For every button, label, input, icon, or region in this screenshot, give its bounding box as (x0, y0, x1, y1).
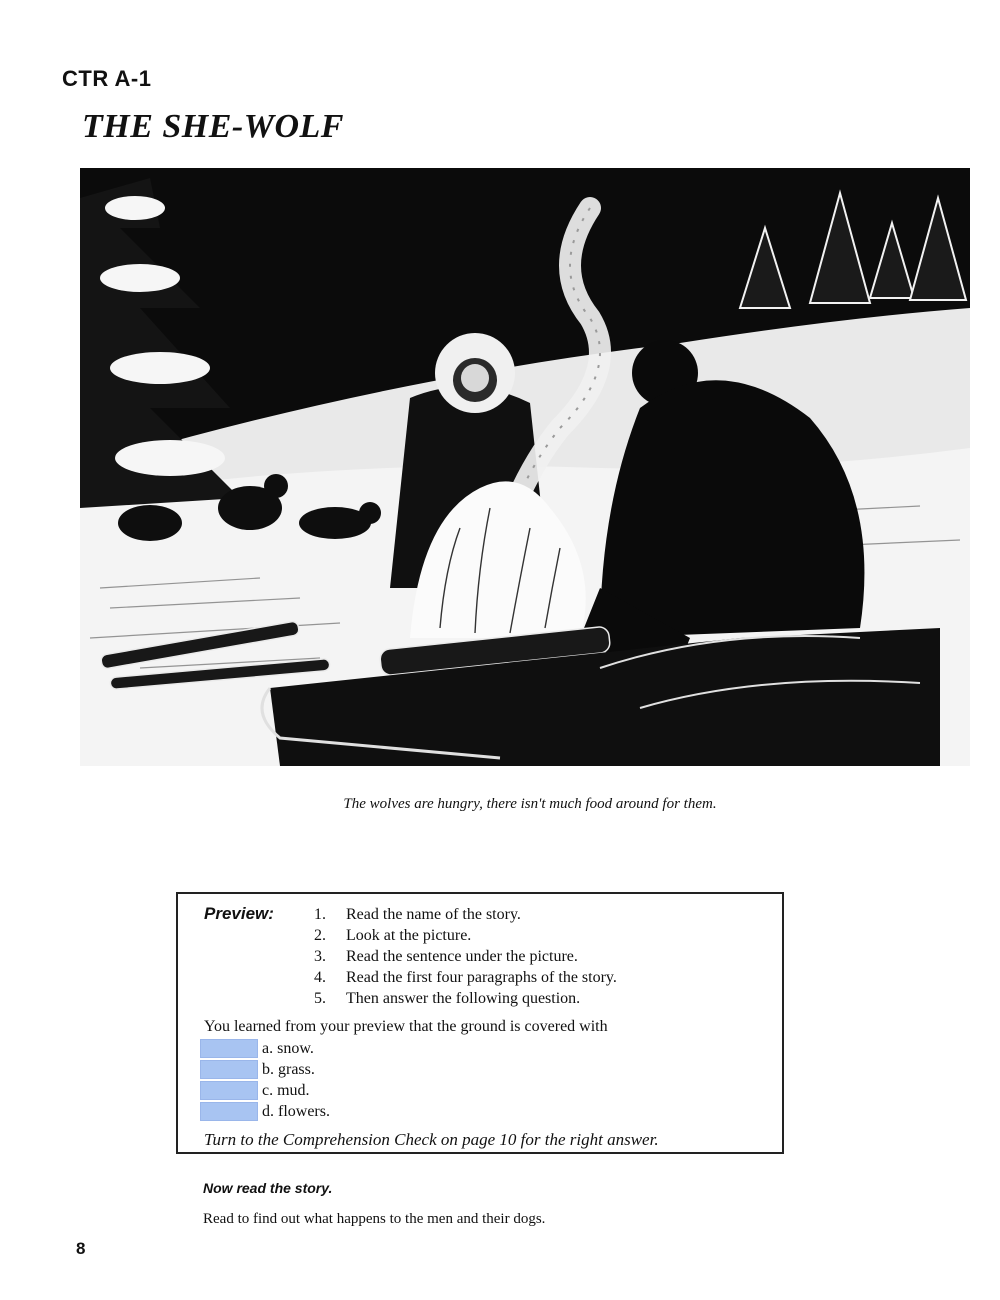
preview-step (314, 967, 617, 988)
choice-text: grass. (278, 1060, 315, 1078)
choice-letter: a. (262, 1039, 274, 1057)
page-number: 8 (76, 1239, 86, 1258)
step-text: Read the name of the story. (346, 906, 521, 923)
choice-text: mud. (277, 1081, 310, 1099)
story-title: THE SHE-WOLF (82, 108, 344, 145)
answer-choice-c[interactable] (200, 1080, 330, 1101)
step-number: 5. (314, 990, 326, 1007)
choice-letter: b. (262, 1060, 274, 1078)
answer-slot[interactable] (200, 1081, 258, 1100)
step-number: 3. (314, 948, 326, 965)
choice-text: flowers. (278, 1102, 330, 1120)
campfire-illustration-svg (80, 168, 970, 766)
step-text: Look at the picture. (346, 927, 472, 944)
choice-letter: d. (262, 1102, 274, 1120)
step-text: Read the sentence under the picture. (346, 948, 578, 965)
unit-code: CTR A-1 (62, 66, 152, 91)
campfire-illustration (80, 168, 970, 766)
preview-box (176, 892, 784, 1154)
answer-choice-b[interactable] (200, 1059, 330, 1080)
step-text: Then answer the following question. (346, 990, 581, 1007)
answer-slot[interactable] (200, 1060, 258, 1079)
preview-question: You learned from your preview that the ground is covered with (204, 1018, 608, 1035)
choice-text: snow. (277, 1039, 314, 1057)
answer-reference: Turn to the Comprehension Check on page 10 for the right answer. (204, 1130, 659, 1149)
answer-choice-a[interactable] (200, 1038, 330, 1059)
preview-step (314, 904, 617, 925)
preview-step (314, 925, 617, 946)
answer-slot[interactable] (200, 1102, 258, 1121)
instructions-heading: Now read the story. (203, 1180, 333, 1196)
preview-steps (314, 904, 617, 1009)
choice-letter: c. (262, 1081, 274, 1099)
illustration-caption: The wolves are hungry, there isn't much food around for them. (343, 796, 717, 812)
preview-step (314, 988, 617, 1009)
step-number: 1. (314, 906, 326, 923)
preview-label: Preview: (204, 904, 274, 923)
step-text: Read the first four paragraphs of the story. (346, 969, 617, 986)
reading-purpose: Read to find out what happens to the men and their dogs. (203, 1211, 546, 1227)
answer-slot[interactable] (200, 1039, 258, 1058)
answer-choices (200, 1038, 330, 1122)
preview-step (314, 946, 617, 967)
step-number: 4. (314, 969, 326, 986)
step-number: 2. (314, 927, 326, 944)
answer-choice-d[interactable] (200, 1101, 330, 1122)
